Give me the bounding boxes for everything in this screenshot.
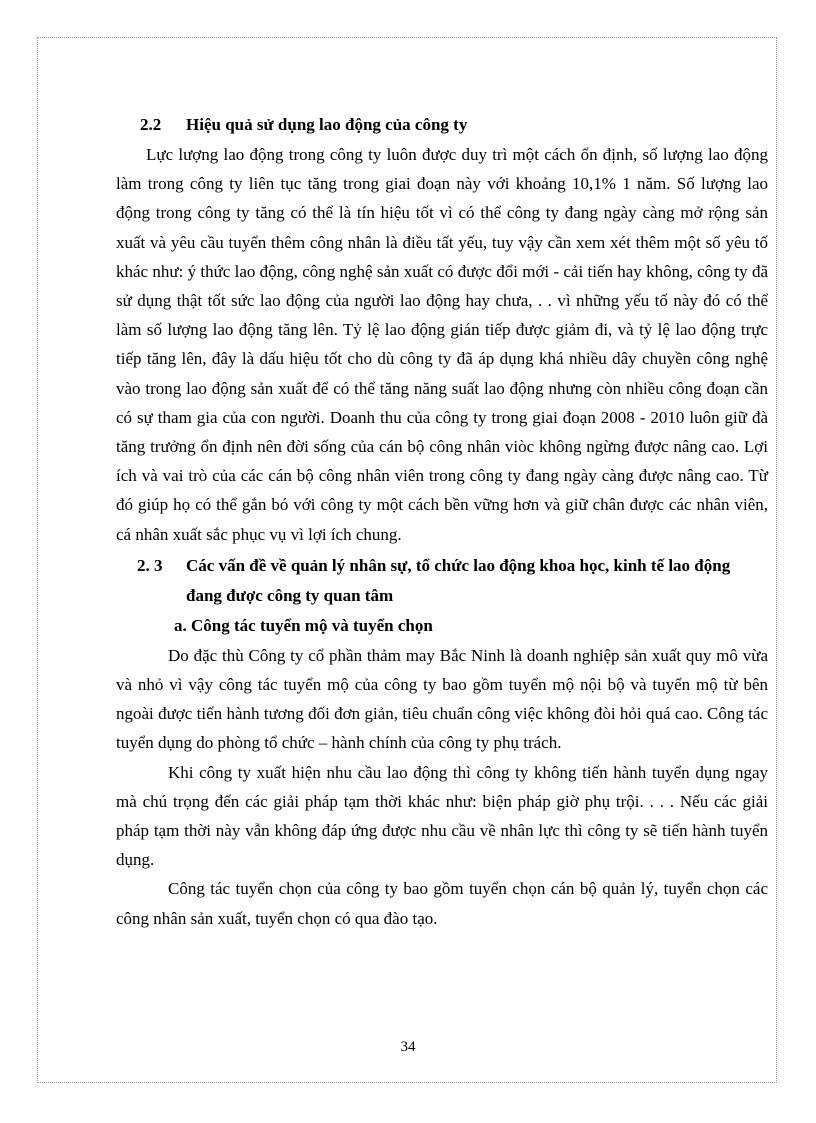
subsection-a-title: a. Công tác tuyển mộ và tuyển chọn <box>174 615 433 635</box>
section-2-3-heading <box>116 551 768 611</box>
section-2-2-heading <box>116 110 768 140</box>
section-2-3-number: 2. 3 <box>137 555 163 575</box>
section-2-2-title: Hiệu quả sử dụng lao động của công ty <box>186 115 468 134</box>
section-2-2-paragraph: Lực lượng lao động trong công ty luôn được duy trì một cách ổn định, số lượng lao động làm trong công ty liên tục tăng trong giai đoạn này với khoảng 10,1% 1 năm. Số lượng lao động trong công ty tăng có thể là tín hiệu tốt vì có thể công ty đang ngày càng mở rộng sản xuất và yêu cầu tuyển thêm công nhân là điều tất yếu, tuy vậy cần xem xét thêm một số yêu tố khác như: ý thức lao động, công nghệ sản xuất có được đổi mới - cải tiến hay không, công ty đã sử dụng thật tốt sức lao động của người lao động hay chưa, . . vì những yếu tố này đó có thể làm số lượng lao động tăng lên. Tỷ lệ lao động gián tiếp được giảm đi, và tỷ lệ lao động trực tiếp tăng lên, đây là dấu hiệu tốt cho dù công ty đã áp dụng khá nhiều dây chuyền công nghệ vào trong lao động sản xuất để có thể tăng năng suất lao động nhưng còn nhiều công đoạn cần có sự tham gia của con người. Doanh thu của công ty trong giai đoạn 2008 - 2010 luôn giữ đà tăng trưởng ổn định nên đời sống của cán bộ công nhân viòc không ngừng được nâng cao. Lợi ích và vai trò của các cán bộ công nhân viên trong công ty đang ngày càng được nâng cao. Từ đó giúp họ có thể gắn bó với công ty một cách bền vững hơn và giữ chân được các nhân viên, cá nhân xuất sắc phục vụ vì lợi ích chung. <box>116 145 768 544</box>
section-2-2-number: 2.2 <box>140 115 162 134</box>
subsection-a-paragraph-1: Do đặc thù Công ty cổ phần thảm may Bắc Ninh là doanh nghiệp sản xuất quy mô vừa và nhỏ vì vậy công tác tuyển mộ của công ty bao gồm tuyển mộ nội bộ và tuyển mộ từ bên ngoài được tiến hành tương đối đơn giản, tiêu chuẩn công việc không đòi hỏi quá cao. Công tác tuyển dụng do phòng tổ chức – hành chính của công ty phụ trách. <box>116 645 768 753</box>
page-number: 34 <box>400 1039 416 1055</box>
section-2-3-title: Các vấn đề về quản lý nhân sự, tổ chức lao động khoa học, kinh tế lao động đang được công ty quan tâm <box>186 555 731 605</box>
subsection-a-paragraph-3: Công tác tuyển chọn của công ty bao gồm tuyển chọn cán bộ quản lý, tuyển chọn các công nhân sản xuất, tuyển chọn có qua đào tạo. <box>116 879 768 928</box>
document-body <box>116 110 768 933</box>
subsection-a-paragraph-2: Khi công ty xuất hiện nhu cầu lao động thì công ty không tiến hành tuyển dụng ngay mà chú trọng đến các giải pháp tạm thời khác như: biện pháp giờ phụ trội. . . . Nếu các giải pháp tạm thời này vẫn không đáp ứng được nhu cầu về nhân lực thì công ty sẽ tiến hành tuyển dụng. <box>116 762 768 870</box>
